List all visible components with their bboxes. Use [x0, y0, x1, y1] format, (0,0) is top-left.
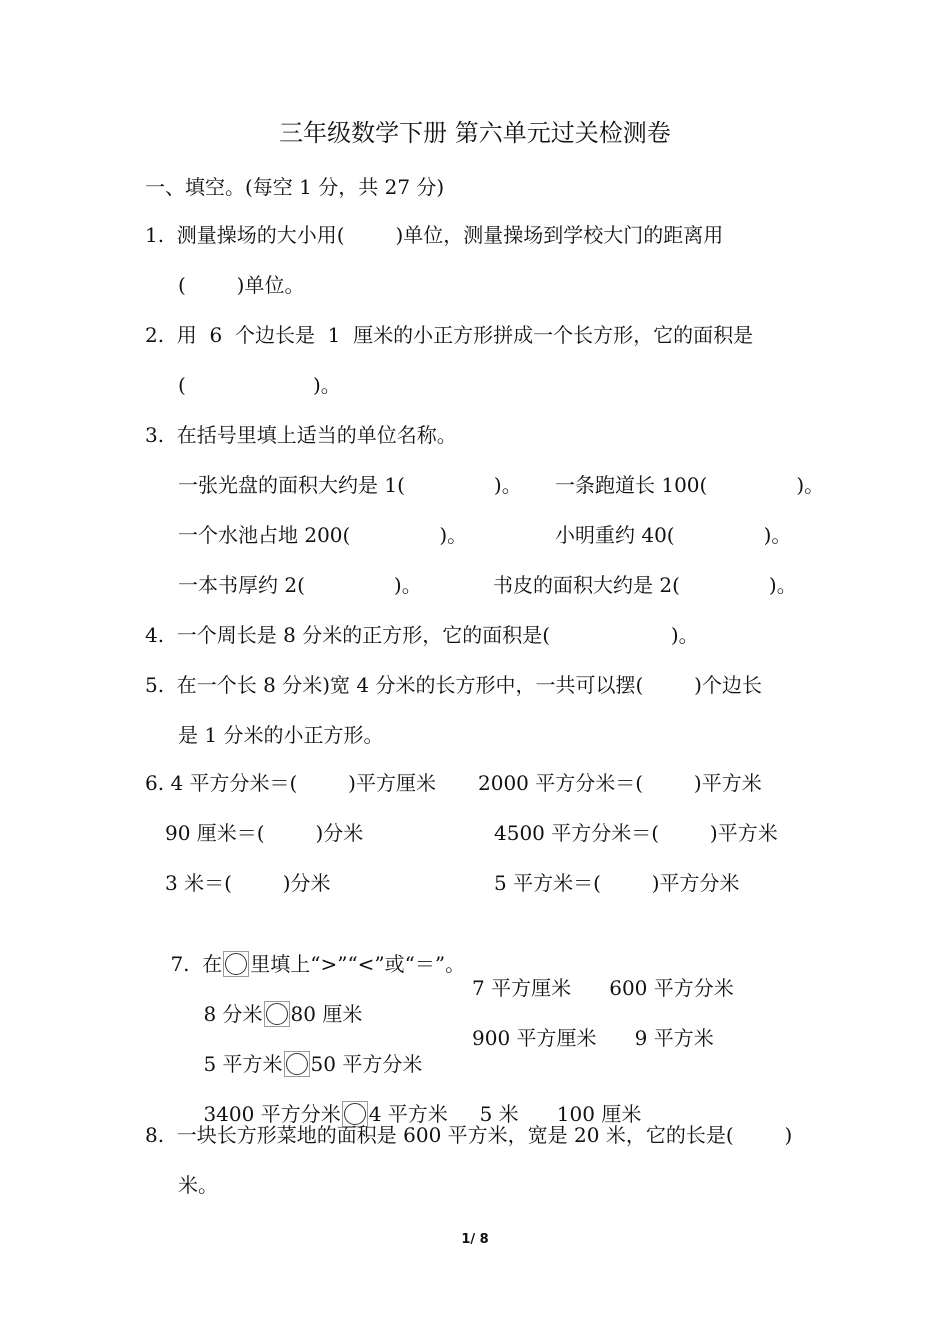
question-6-item: 2000 平方分米＝( )平方米 [478, 771, 762, 795]
compare-right-value: 80 厘米 [290, 1002, 363, 1026]
compare-left-value: 5 平方米 [203, 1052, 283, 1076]
question-7-compare-pair: 7 平方厘米 600 平方分米 [472, 976, 734, 1000]
question-2-line-2: ( )。 [178, 373, 341, 397]
page-title: 三年级数学下册 第六单元过关检测卷 [279, 119, 671, 147]
question-7-row [178, 1075, 642, 1126]
question-3-item: 书皮的面积大约是 2( )。 [493, 573, 797, 597]
question-7-stem-start: 7. 在 [170, 952, 223, 976]
question-8-line-2: 米。 [178, 1173, 218, 1197]
compare-left-value: 3400 平方分米 [203, 1102, 341, 1126]
circle-answer-box[interactable] [264, 1001, 290, 1027]
question-6-item: 90 厘米＝( )分米 [165, 821, 364, 845]
question-5-line-1: 5. 在一个长 8 分米)宽 4 分米的长方形中，一共可以摆( )个边长 [145, 673, 762, 697]
compare-right-value: 4 平方米 5 米 100 厘米 [368, 1102, 642, 1126]
compare-right-value: 50 平方分米 [310, 1052, 423, 1076]
question-5-line-2: 是 1 分米的小正方形。 [178, 723, 384, 747]
question-7-row [178, 975, 363, 1026]
compare-left-value: 8 分米 [203, 1002, 263, 1026]
question-8-line-1: 8. 一块长方形菜地的面积是 600 平方米，宽是 20 米，它的长是( ) [145, 1123, 793, 1147]
question-3-item: 一个水池占地 200( )。 [178, 523, 468, 547]
question-3-item: 小明重约 40( )。 [555, 523, 792, 547]
question-1-line-2: ( )单位。 [178, 273, 305, 297]
question-6-item: 4500 平方分米＝( )平方米 [494, 821, 778, 845]
question-4: 4. 一个周长是 8 分米的正方形，它的面积是( )。 [145, 623, 699, 647]
question-3-item: 一本书厚约 2( )。 [178, 573, 422, 597]
question-7-row [178, 1025, 423, 1076]
question-1-line-1: 1. 测量操场的大小用( )单位，测量操场到学校大门的距离用 [145, 223, 724, 247]
circle-answer-box[interactable] [223, 951, 249, 977]
question-3-item: 一张光盘的面积大约是 1( )。 [178, 473, 522, 497]
question-7-stem-end: 里填上“>”“<”或“＝”。 [250, 952, 466, 976]
question-2-line-1: 2. 用 6 个边长是 1 厘米的小正方形拼成一个长方形，它的面积是 [145, 323, 754, 347]
question-6-item: 5 平方米＝( )平方分米 [494, 871, 740, 895]
question-3-stem: 3. 在括号里填上适当的单位名称。 [145, 423, 457, 447]
question-7-stem [145, 925, 466, 976]
page-number: 1/ 8 [461, 1232, 489, 1247]
section-heading: 一、填空。(每空 1 分，共 27 分) [145, 175, 445, 199]
circle-answer-box[interactable] [284, 1051, 310, 1077]
question-6-item: 6. 4 平方分米＝( )平方厘米 [145, 771, 436, 795]
question-3-item: 一条跑道长 100( )。 [555, 473, 825, 497]
question-7-compare-pair: 900 平方厘米 9 平方米 [472, 1026, 714, 1050]
question-6-item: 3 米＝( )分米 [165, 871, 331, 895]
